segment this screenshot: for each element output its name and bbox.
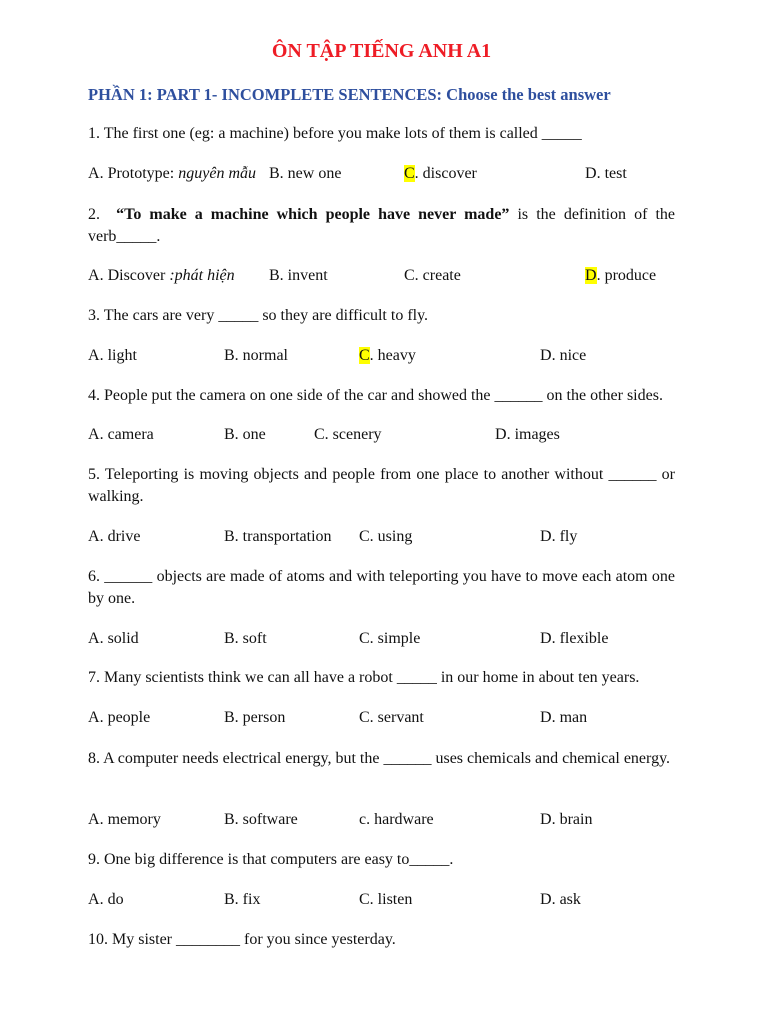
- option-b: B. fix: [224, 891, 261, 908]
- option-a: A. solid: [88, 630, 139, 647]
- option-b: B. person: [224, 709, 286, 726]
- page-title: ÔN TẬP TIẾNG ANH A1: [271, 40, 492, 62]
- option-a: A. camera: [88, 426, 154, 443]
- option-d: D. test: [585, 165, 627, 182]
- question-text: One big difference is that computers are easy to_____.: [104, 851, 454, 868]
- option-d: D. fly: [540, 528, 578, 545]
- question-number: 9.: [88, 851, 100, 868]
- question-number: 2.: [88, 206, 100, 223]
- answer-highlight: C: [359, 347, 370, 364]
- option-b: B. invent: [269, 267, 328, 284]
- option-a: A. drive: [88, 528, 141, 545]
- question-5: [88, 464, 675, 508]
- option-d: D. nice: [540, 347, 587, 364]
- question-number: 6.: [88, 568, 100, 585]
- option-b: B. soft: [224, 630, 267, 647]
- option-c: C. listen: [359, 891, 413, 908]
- option-b: B. one: [224, 426, 266, 443]
- options-3: [88, 345, 675, 367]
- option-a: A. Discover :phát hiện: [88, 267, 235, 284]
- question-text: The first one (eg: a machine) before you make lots of them is called _____: [103, 125, 582, 142]
- option-d: D. produce: [585, 267, 657, 284]
- question-text: Teleporting is moving objects and people from one place to another without ______ or walking.: [88, 466, 676, 505]
- question-number: 7.: [88, 669, 100, 686]
- question-text: is the definition of the verb_____.: [88, 206, 676, 245]
- question-7: [88, 667, 675, 689]
- answer-highlight: C: [404, 165, 415, 182]
- question-number: 8.: [88, 750, 100, 767]
- option-d: D. brain: [540, 811, 593, 828]
- options-4: [88, 424, 675, 446]
- option-note: :phát hiện: [169, 267, 235, 284]
- question-6: [88, 566, 675, 610]
- option-note: nguyên mẫu: [178, 165, 256, 182]
- question-number: 5.: [88, 466, 100, 483]
- question-number: 1.: [88, 125, 100, 142]
- question-1: [88, 123, 675, 145]
- question-text: The cars are very _____ so they are difficult to fly.: [103, 307, 429, 324]
- options-2: [88, 265, 675, 287]
- question-10: [88, 929, 675, 951]
- option-a: A. people: [88, 709, 151, 726]
- question-text: My sister ________ for you since yesterday.: [112, 931, 396, 948]
- option-d: D. man: [540, 709, 588, 726]
- question-9: [88, 849, 675, 871]
- question-3: [88, 305, 675, 327]
- option-d: D. flexible: [540, 630, 609, 647]
- option-b: B. transportation: [224, 528, 332, 545]
- question-text: Many scientists think we can all have a robot _____ in our home in about ten years.: [104, 669, 640, 686]
- question-4: [88, 385, 675, 407]
- option-a: A. Prototype: nguyên mẫu: [88, 165, 256, 182]
- option-a: A. memory: [88, 811, 161, 828]
- question-number: 4.: [88, 387, 100, 404]
- question-definition: “To make a machine which people have never made”: [116, 206, 510, 223]
- options-8: [88, 809, 675, 831]
- option-b: B. new one: [269, 165, 342, 182]
- options-5: [88, 526, 675, 548]
- question-number: 3.: [88, 307, 100, 324]
- question-8: [88, 748, 675, 770]
- option-c: c. hardware: [359, 811, 434, 828]
- option-c: C. scenery: [314, 426, 382, 443]
- options-6: [88, 628, 675, 650]
- option-a: A. light: [88, 347, 137, 364]
- section-heading: PHẦN 1: PART 1- INCOMPLETE SENTENCES: Choose the best answer: [88, 85, 611, 104]
- option-c: C. using: [359, 528, 413, 545]
- question-text: People put the camera on one side of the car and showed the ______ on the other sides.: [104, 387, 663, 404]
- options-1: [88, 163, 675, 185]
- option-b: B. normal: [224, 347, 288, 364]
- option-b: B. software: [224, 811, 298, 828]
- option-d: D. ask: [540, 891, 581, 908]
- option-c: C. create: [404, 267, 461, 284]
- question-text: ______ objects are made of atoms and with teleporting you have to move each atom one by one.: [88, 568, 675, 607]
- question-number: 10.: [88, 931, 108, 948]
- question-text: A computer needs electrical energy, but the ______ uses chemicals and chemical energy.: [103, 750, 671, 767]
- question-2: [88, 204, 675, 248]
- option-c: C. simple: [359, 630, 421, 647]
- answer-highlight: D: [585, 267, 597, 284]
- option-c: C. servant: [359, 709, 424, 726]
- options-9: [88, 889, 675, 911]
- options-7: [88, 707, 675, 729]
- option-c: C. heavy: [359, 347, 416, 364]
- option-a: A. do: [88, 891, 124, 908]
- option-d: D. images: [495, 426, 560, 443]
- option-c: C. discover: [404, 165, 477, 182]
